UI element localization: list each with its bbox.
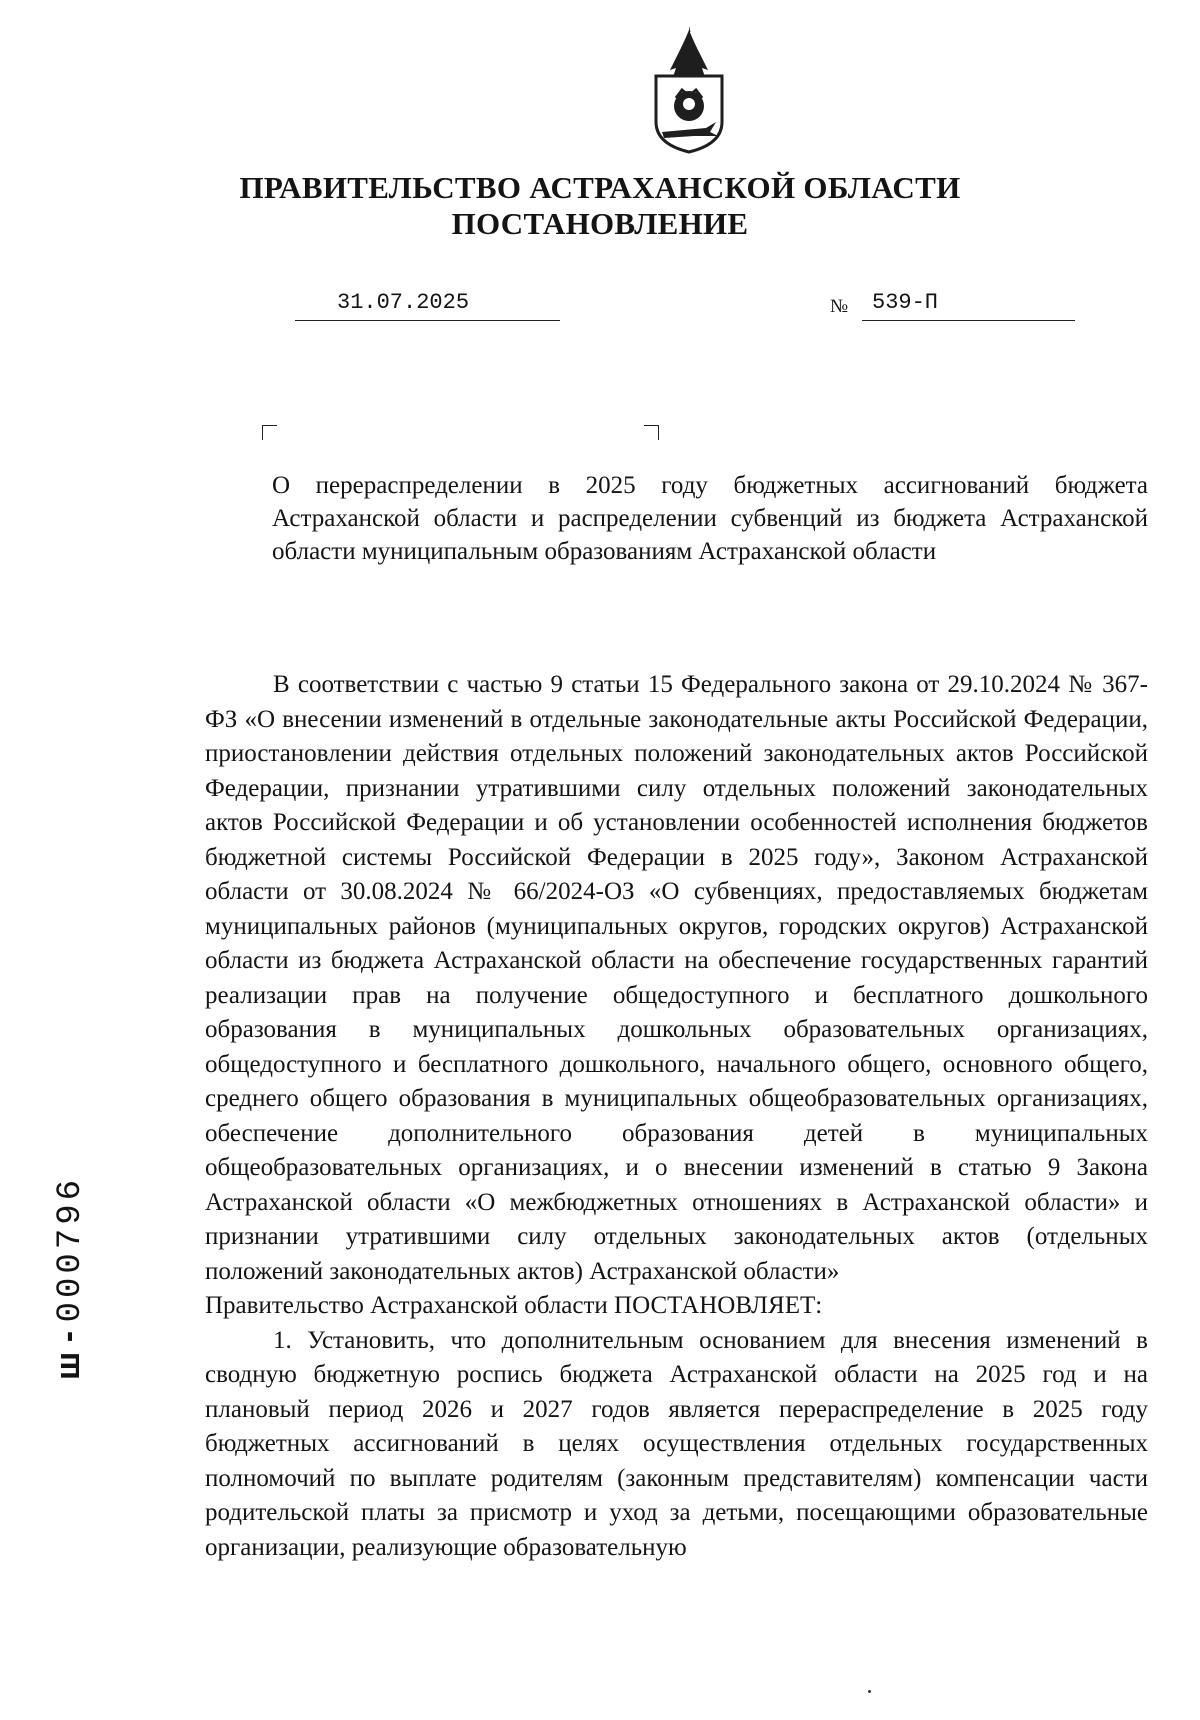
subject-bracket-left: [262, 425, 277, 440]
resolves-paragraph: Правительство Астраханской области ПОСТАНОВЛЯЕТ:: [205, 1292, 823, 1319]
document-body: [205, 668, 1148, 1565]
document-type-title: ПОСТАНОВЛЕНИЕ: [451, 206, 749, 241]
scan-speck: [868, 1690, 871, 1693]
coat-of-arms-icon: [648, 24, 730, 154]
subject-bracket-right: [644, 425, 659, 440]
date-field: [295, 290, 560, 321]
document-subject: О перераспределении в 2025 году бюджетных ассигнований бюджета Астраханской области и распределении субвенций из бюджета Астраханской области муниципальным образованиям Астраханской области: [272, 472, 1148, 565]
preamble-paragraph: В соответствии с частью 9 статьи 15 Федерального закона от 29.10.2024 № 367-ФЗ «О внесении изменений в отдельные законодательные акты Российской Федерации, приостановлении действия отдельных положений законодательных актов Российской Федерации, признании утратившими силу отдельных положений законодательных актов Российской Федерации и об установлении особенностей исполнения бюджетов бюджетной системы Российской Федерации в 2025 году», Законом Астраханской области от 30.08.2024 № 66/2024-ОЗ «О субвенциях, предоставляемых бюджетам муниципальных районов (муниципальных округов, городских округов) Астраханской области из бюджета Астраханской области на обеспечение государственных гарантий реализации прав на получение общедоступного и бесплатного дошкольного образования в муниципальных дошкольных образовательных организациях, общедоступного и бесплатного дошкольного, начального общего, основного общего, среднего общего образования в муниципальных общеобразовательных организациях, обеспечение дополнительного образования детей в муниципальных общеобразовательных организациях, и о внесении изменений в статью 9 Закона Астраханской области «О межбюджетных отношениях в Астраханской области» и признании утратившими силу отдельных законодательных актов (отдельных положений законодательных актов) Астраханской области»: [205, 671, 1148, 1285]
item-1-paragraph: 1. Установить, что дополнительным основанием для внесения изменений в сводную бюджетную роспись бюджета Астраханской области на 2025 год и на плановый период 2026 и 2027 годов является перераспределение в 2025 году бюджетных ассигнований в целях осуществления отдельных государственных полномочий по выплате родителям (законным представителям) компенсации части родительской платы за присмотр и уход за детьми, посещающими образовательные организации, реализующие образовательную: [205, 1326, 1148, 1561]
document-header: [0, 170, 1200, 242]
organization-title: ПРАВИТЕЛЬСТВО АСТРАХАНСКОЙ ОБЛАСТИ: [239, 170, 961, 205]
document-date: 31.07.2025: [337, 290, 470, 315]
number-line: [862, 290, 1075, 321]
document-number: 539-П: [872, 290, 939, 315]
stamp-number: 000796: [52, 1175, 90, 1323]
number-field: [830, 290, 1075, 320]
margin-registration-stamp: [42, 1080, 94, 1380]
number-sign: №: [830, 296, 849, 317]
stamp-prefix: ш -: [49, 1330, 87, 1380]
